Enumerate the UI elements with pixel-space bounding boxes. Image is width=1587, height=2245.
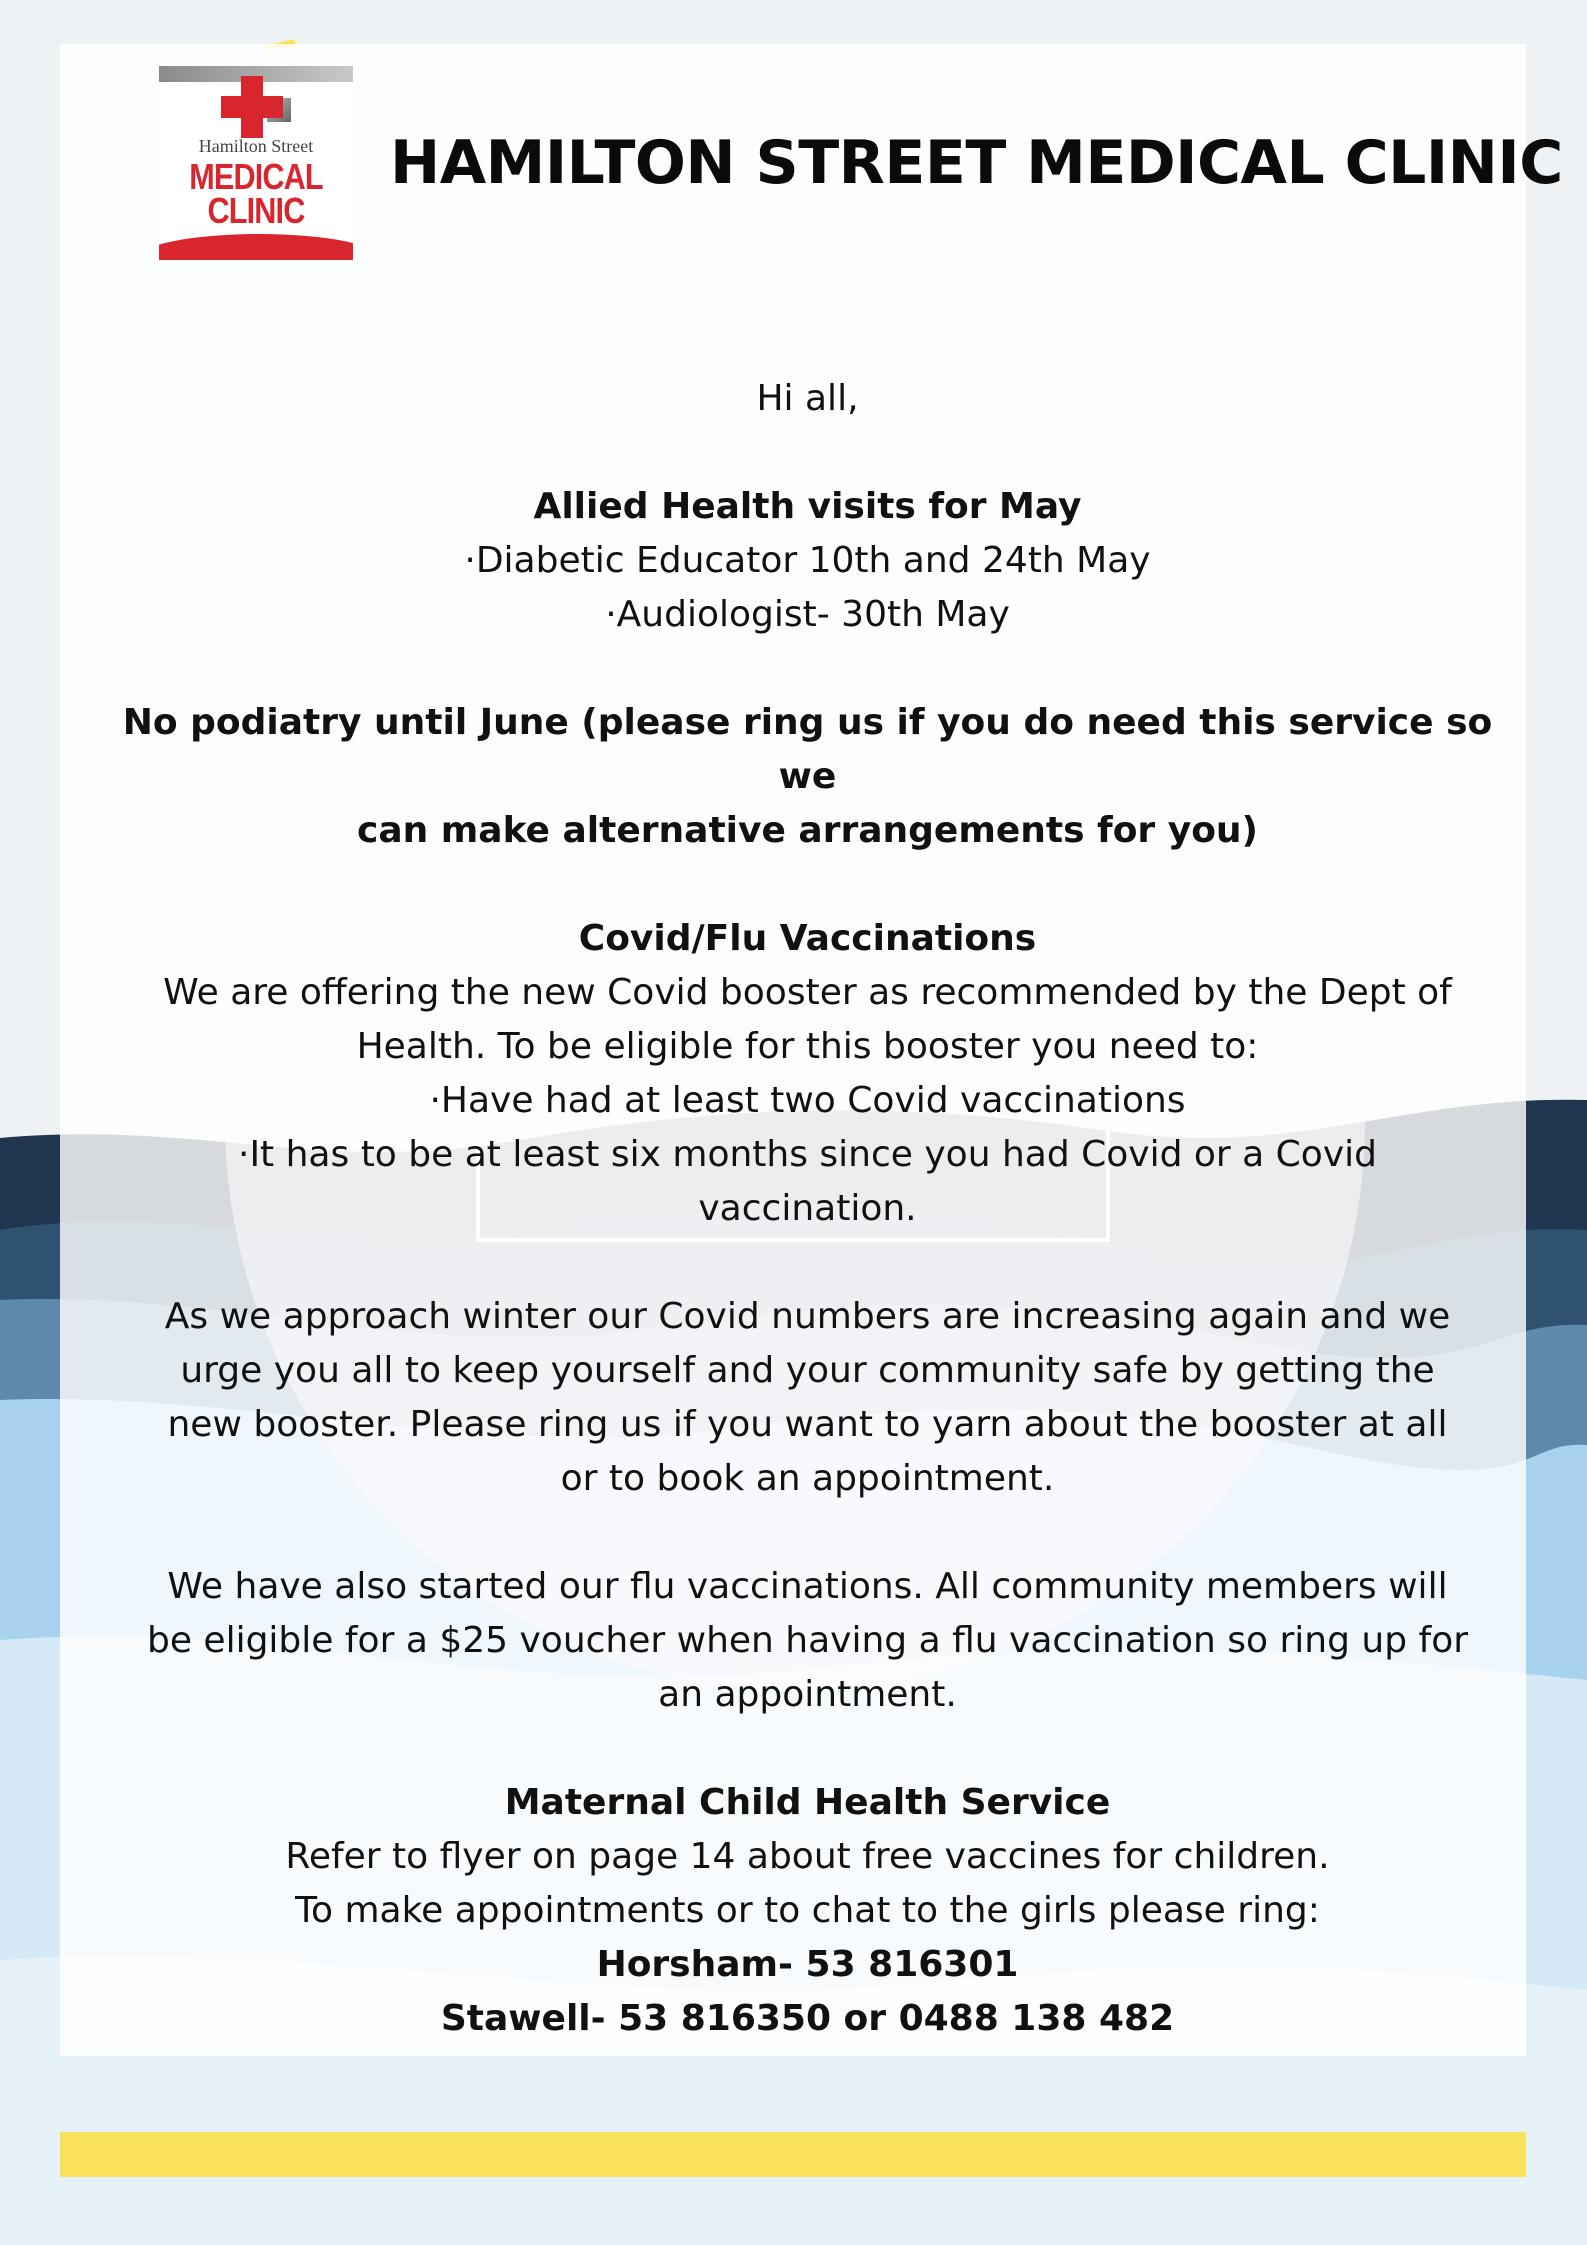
- allied-item: ·Diabetic Educator 10th and 24th May: [464, 540, 1151, 581]
- covid-line: ·Have had at least two Covid vaccinations: [429, 1080, 1186, 1121]
- allied-health-heading: Allied Health visits for May: [533, 486, 1082, 527]
- horsham-phone: Horsham- 53 816301: [596, 1944, 1019, 1985]
- winter-line: or to book an appointment.: [560, 1458, 1055, 1499]
- covid-line: We are offering the new Covid booster as recommended by the Dept of: [163, 972, 1452, 1013]
- maternal-line: Refer to flyer on page 14 about free vaccines for children.: [285, 1836, 1330, 1877]
- vaccinations-heading: Covid/Flu Vaccinations: [578, 918, 1037, 959]
- logo-line3: CLINIC: [207, 190, 305, 231]
- stawell-phone: Stawell- 53 816350 or 0488 138 482: [440, 1998, 1175, 2039]
- covid-line: ·It has to be at least six months since you had Covid or a Covid: [238, 1134, 1377, 1175]
- footer-accent-bar: [60, 2132, 1526, 2177]
- maternal-line: To make appointments or to chat to the girls please ring:: [295, 1890, 1320, 1931]
- notice-body: [120, 372, 1495, 2046]
- flu-line: We have also started our flu vaccinations. All community members will: [167, 1566, 1448, 1607]
- winter-line: new booster. Please ring us if you want to yarn about the booster at all: [167, 1404, 1448, 1445]
- winter-line: urge you all to keep yourself and your community safe by getting the: [180, 1350, 1435, 1391]
- logo-line1: Hamilton Street: [198, 136, 314, 156]
- red-cross-icon: [221, 76, 283, 138]
- covid-line: vaccination.: [698, 1188, 917, 1229]
- maternal-heading: Maternal Child Health Service: [504, 1782, 1111, 1823]
- covid-line: Health. To be eligible for this booster you need to:: [356, 1026, 1259, 1067]
- logo-swoosh: [159, 234, 353, 260]
- allied-item: ·Audiologist- 30th May: [605, 594, 1010, 635]
- flu-line: an appointment.: [658, 1674, 957, 1715]
- greeting: Hi all,: [756, 378, 859, 419]
- podiatry-notice: No podiatry until June (please ring us if you do need this service so we: [122, 702, 1493, 797]
- clinic-logo: [159, 66, 353, 260]
- page-title: HAMILTON STREET MEDICAL CLINIC: [390, 128, 1563, 198]
- logo-name: [174, 156, 339, 231]
- logo-line2: MEDICAL: [189, 156, 323, 197]
- winter-line: As we approach winter our Covid numbers are increasing again and we: [164, 1296, 1451, 1337]
- flu-line: be eligible for a $25 voucher when having a flu vaccination so ring up for: [146, 1620, 1469, 1661]
- podiatry-notice: can make alternative arrangements for you): [356, 810, 1259, 851]
